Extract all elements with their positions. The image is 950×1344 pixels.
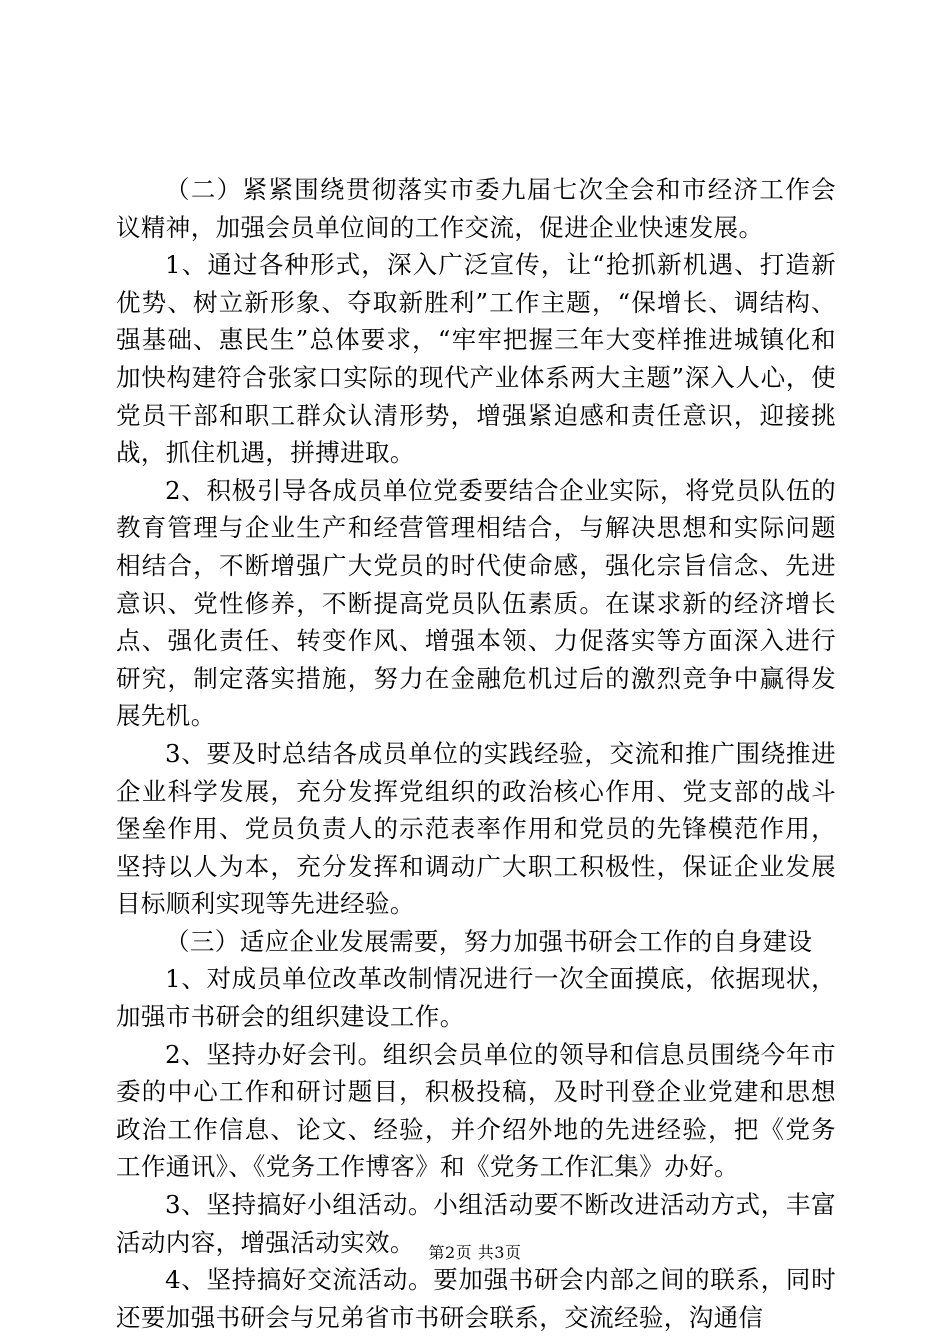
paragraph-item-3b: 3、坚持搞好小组活动。小组活动要不断改进活动方式，丰富活动内容，增强活动实效。: [116, 1190, 836, 1257]
paragraph-item-1: 1、通过各种形式，深入广泛宣传，让“抢抓新机遇、打造新优势、树立新形象、夺取新胜利”工作主题，“保增长、调结构、强基础、惠民生”总体要求，“牢牢把握三年大变样推进城镇化和加快构建符合张家口实际的现代产业体系两大主题”深入人心，使党员干部和职工群众认清形势，增强紧迫感和责任意识，迎接挑战，抓住机遇，拼搏进取。: [116, 250, 836, 468]
section-two-heading-paragraph: （二）紧紧围绕贯彻落实市委九届七次全会和市经济工作会议精神，加强会员单位间的工作交流，促进企业快速发展。: [116, 175, 836, 242]
page-number-footer: 第2页 共3页: [428, 1243, 522, 1262]
document-body: [116, 171, 836, 1336]
section-three-heading-paragraph: （三）适应企业发展需要，努力加强书研会工作的自身建设: [165, 926, 813, 956]
paragraph-item-3: 3、要及时总结各成员单位的实践经验，交流和推广围绕推进企业科学发展，充分发挥党组织的政治核心作用、党支部的战斗堡垒作用、党员负责人的示范表率作用和党员的先锋模范作用，坚持以人为本，充分发挥和调动广大职工积极性，保证企业发展目标顺利实现等先进经验。: [116, 738, 836, 919]
paragraph-item-4b: 4、坚持搞好交流活动。要加强书研会内部之间的联系，同时还要加强书研会与兄弟省市书研会联系，交流经验，沟通信: [116, 1265, 836, 1332]
paragraph-item-2: 2、积极引导各成员单位党委要结合企业实际，将党员队伍的教育管理与企业生产和经营管理相结合，与解决思想和实际问题相结合，不断增强广大党员的时代使命感，强化宗旨信念、先进意识、党性修养，不断提高党员队伍素质。在谋求新的经济增长点、强化责任、转变作风、增强本领、力促落实等方面深入进行研究，制定落实措施，努力在金融危机过后的激烈竞争中赢得发展先机。: [116, 475, 836, 731]
paragraph-item-2b: 2、坚持办好会刊。组织会员单位的领导和信息员围绕今年市委的中心工作和研讨题目，积极投稿，及时刊登企业党建和思想政治工作信息、论文、经验，并介绍外地的先进经验，把《党务工作通讯》、《党务工作博客》和《党务工作汇集》办好。: [116, 1039, 836, 1182]
paragraph-item-1b: 1、对成员单位改革改制情况进行一次全面摸底，依据现状，加强市书研会的组织建设工作。: [116, 964, 836, 1032]
